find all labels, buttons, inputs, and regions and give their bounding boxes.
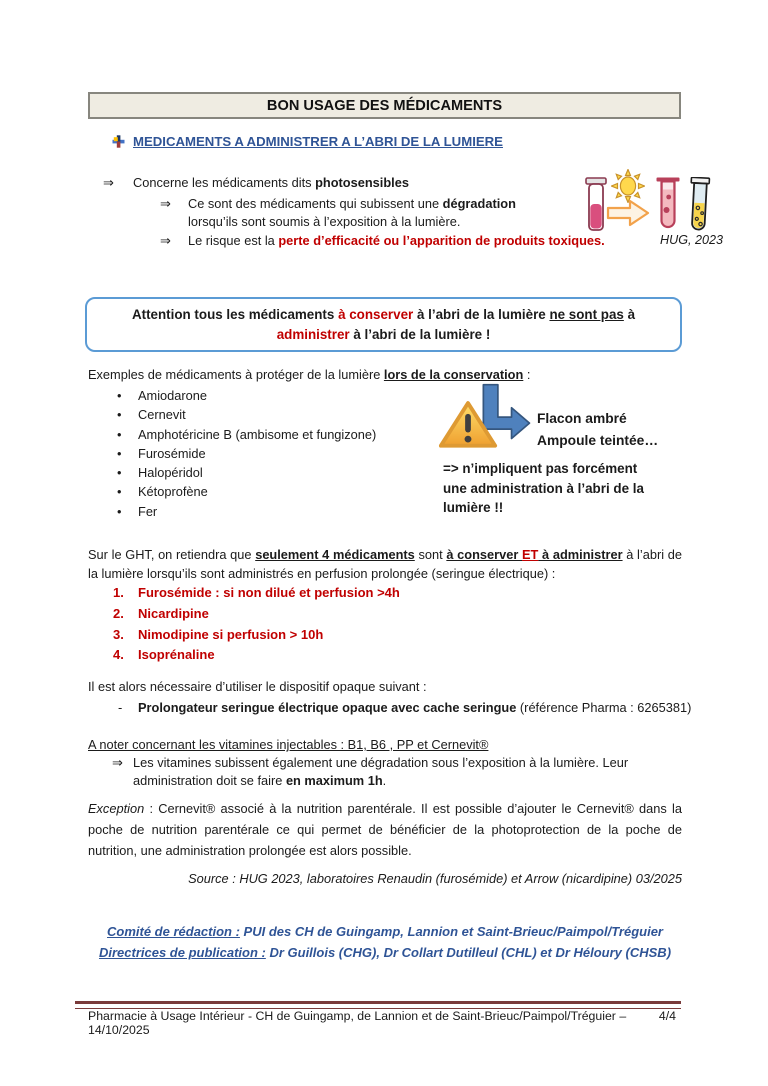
exception-line2: poche de nutrition parentérale ce qui permet de bénéficier de la photoprotection de la poche de xyxy=(88,822,682,837)
intro-line-1 xyxy=(103,175,409,191)
exception-label: Exception xyxy=(88,801,145,816)
examples-intro-post: : xyxy=(523,367,531,382)
title-banner-text: BON USAGE DES MÉDICAMENTS xyxy=(266,97,503,114)
credits-label: Directrices de publication : xyxy=(98,945,266,960)
exception-line1: Exception : Cernevit® associé à la nutrition parentérale. Il est possible d’ajouter le Cernevit® dans la xyxy=(88,801,682,816)
double-arrow-icon: ⇒ xyxy=(103,175,114,190)
attention-p5: à xyxy=(623,307,636,322)
bullet-icon: • xyxy=(117,426,122,442)
attention-p7: à l’abri de la lumière ! xyxy=(349,326,491,342)
double-arrow-icon: ⇒ xyxy=(160,196,171,211)
credits-block xyxy=(88,921,682,963)
intro-line-3-red: perte d’efficacité ou l’apparition de produits toxiques. xyxy=(278,233,605,248)
list-item: • Cernevit xyxy=(117,405,376,424)
attention-p4: ne sont pas xyxy=(549,307,624,322)
footer-rule xyxy=(75,1001,681,1009)
examples-intro-bold: lors de la conservation xyxy=(383,367,524,382)
examples-intro-pre: Exemples de médicaments à protéger de la lumière xyxy=(88,367,384,382)
exception-line3: nutrition, une administration prolongée est alors possible. xyxy=(88,843,412,858)
intro-line-2-cont-text: lorsqu’ils sont soumis à l’exposition à la lumière. xyxy=(188,214,461,229)
implication-line: une administration à l’abri de la xyxy=(443,480,644,496)
credits-label: Comité de rédaction : xyxy=(107,924,240,939)
list-item: • Kétoprofène xyxy=(117,482,376,501)
footer xyxy=(88,1009,676,1037)
title-banner xyxy=(88,92,681,119)
toxic-tube-icon xyxy=(686,177,714,238)
ght-medication-list xyxy=(113,583,400,666)
list-item: • Amiodarone xyxy=(117,386,376,405)
device-intro: Il est alors nécessaire d’utiliser le dispositif opaque suivant : xyxy=(88,679,427,694)
bullet-icon: • xyxy=(117,465,122,481)
side-note-implication xyxy=(443,459,644,518)
list-item: • Fer xyxy=(117,502,376,521)
credits-line: Comité de rédaction : PUI des CH de Guingamp, Lannion et Saint-Brieuc/Paimpol/Tréguier xyxy=(107,924,663,939)
section-heading-text: MEDICAMENTS A ADMINISTRER A L’ABRI DE LA LUMIERE xyxy=(133,134,503,149)
credits-line: Directrices de publication : Dr Guillois (CHG), Dr Collart Dutilleul (CHL) et Dr Héloury (CHSB) xyxy=(98,945,672,960)
examples-intro xyxy=(88,367,530,382)
figure-caption: HUG, 2023 xyxy=(660,233,723,247)
attention-box xyxy=(85,297,682,352)
intro-line-3-text: Le risque est la xyxy=(188,233,279,248)
attention-text xyxy=(132,305,635,344)
device-item: - Prolongateur seringue électrique opaque avec cache seringue (référence Pharma : 6265381) xyxy=(118,700,692,715)
intro-line-1-bold: photosensibles xyxy=(315,175,409,190)
bullet-icon: • xyxy=(117,503,122,519)
warning-triangle-icon xyxy=(437,396,499,455)
source-line: Source : HUG 2023, laboratoires Renaudin (furosémide) et Arrow (nicardipine) 03/2025 xyxy=(188,871,682,886)
intro-line-3 xyxy=(160,233,605,249)
ght-paragraph-line1: Sur le GHT, on retiendra que seulement 4 médicaments sont à conserver ET à administrer à l’abri de xyxy=(88,547,682,562)
ght-paragraph-line2: la lumière lorsqu’ils sont administrés en perfusion prolongée (seringue électrique) : xyxy=(88,566,556,581)
side-note-flacon xyxy=(537,408,658,451)
list-item: • Furosémide xyxy=(117,444,376,463)
bullet-icon: • xyxy=(117,388,122,403)
implication-line: lumière !! xyxy=(443,500,504,515)
flacon-line: Flacon ambré xyxy=(537,411,627,426)
bullet-icon: • xyxy=(117,484,122,500)
bullet-icon: • xyxy=(117,445,122,461)
intro-line-1-text: Concerne les médicaments dits xyxy=(133,175,316,190)
section-heading xyxy=(112,134,503,149)
intro-line-2-bold: dégradation xyxy=(442,196,516,211)
double-arrow-icon: ⇒ xyxy=(160,233,171,248)
intro-line-2-text: Ce sont des médicaments qui subissent une xyxy=(188,196,443,211)
degraded-tube-icon xyxy=(656,176,680,236)
attention-p6: administrer xyxy=(276,326,350,342)
vitamins-line2: administration doit se faire en maximum 1h. xyxy=(133,773,387,788)
double-arrow-icon: ⇒ xyxy=(112,755,123,770)
dash-bullet: - xyxy=(118,700,123,715)
numbered-item: 2. Nicardipine xyxy=(113,605,209,621)
test-tube-icon xyxy=(585,177,607,235)
intro-line-2 xyxy=(160,196,516,212)
arrow-right-icon xyxy=(606,198,650,231)
attention-p3: à l’abri de la lumière xyxy=(413,307,550,322)
vitamins-line1: ⇒ Les vitamines subissent également une dégradation sous l’exposition à la lumière. Leur xyxy=(112,755,629,770)
numbered-item: 1. Furosémide : si non dilué et perfusion >4h xyxy=(113,585,400,600)
page-number: 4/4 xyxy=(658,1009,676,1023)
list-item: • Amphotéricine B (ambisome et fungizone) xyxy=(117,425,376,444)
plus-bullet-icon xyxy=(112,135,125,148)
flacon-line: Ampoule teintée… xyxy=(537,432,659,448)
vitamins-heading: A noter concernant les vitamines injectables : B1, B6 , PP et Cernevit® xyxy=(88,737,489,752)
examples-list xyxy=(117,386,376,521)
footer-label: Pharmacie à Usage Intérieur - CH de Guingamp, de Lannion et de Saint-Brieuc/Paimpol/Tréguier – 14/10/2025 xyxy=(88,1009,627,1037)
intro-line-2-cont xyxy=(188,214,460,229)
numbered-item: 4. Isoprénaline xyxy=(113,647,215,663)
attention-p1: Attention tous les médicaments xyxy=(131,307,339,322)
attention-p2: à conserver xyxy=(338,307,414,322)
implication-line: => n’impliquent pas forcément xyxy=(443,461,638,476)
bullet-icon: • xyxy=(117,407,122,423)
numbered-item: 3. Nimodipine si perfusion > 10h xyxy=(113,626,324,642)
list-item: • Halopéridol xyxy=(117,463,376,482)
